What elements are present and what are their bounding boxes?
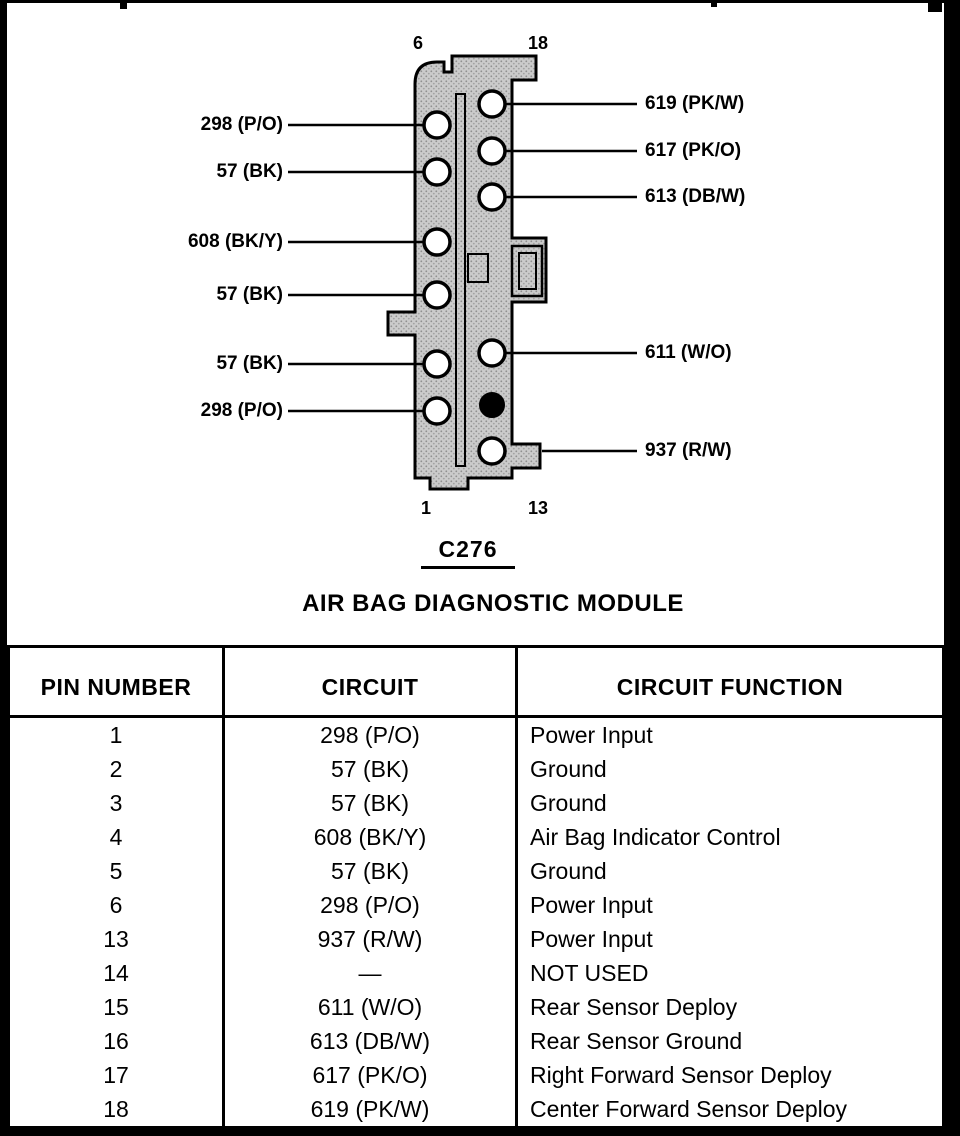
wire-label-pin15: 611 (W/O)	[645, 342, 732, 363]
cell-pin: 13	[9, 922, 224, 956]
pin-table-row	[9, 820, 944, 854]
cell-function: Ground	[517, 786, 944, 820]
cell-function: Power Input	[517, 717, 944, 753]
wire-label-pin13: 937 (R/W)	[645, 440, 732, 461]
scan-artifact	[928, 2, 942, 12]
cell-pin: 5	[9, 854, 224, 888]
cell-circuit: 617 (PK/O)	[224, 1058, 517, 1092]
cell-circuit: 613 (DB/W)	[224, 1024, 517, 1058]
pin-4	[424, 229, 450, 255]
connector-id-label: C276	[421, 536, 515, 569]
cell-circuit: 937 (R/W)	[224, 922, 517, 956]
pin-table-row	[9, 752, 944, 786]
cell-function: Rear Sensor Ground	[517, 1024, 944, 1058]
cell-pin: 3	[9, 786, 224, 820]
cell-pin: 16	[9, 1024, 224, 1058]
wire-label-pin2: 57 (BK)	[216, 353, 283, 374]
pin-table-row	[9, 1058, 944, 1092]
pin-13	[479, 438, 505, 464]
pin-table-row	[9, 956, 944, 990]
pin-5	[424, 159, 450, 185]
scan-border-left	[0, 0, 7, 1136]
pin-number-bottom-right: 13	[527, 498, 549, 518]
cell-function: NOT USED	[517, 956, 944, 990]
cell-function: Power Input	[517, 922, 944, 956]
pin-2	[424, 351, 450, 377]
pin-table-row	[9, 922, 944, 956]
pin-table-row	[9, 1024, 944, 1058]
cell-function: Air Bag Indicator Control	[517, 820, 944, 854]
cell-function: Ground	[517, 752, 944, 786]
cell-function: Center Forward Sensor Deploy	[517, 1092, 944, 1128]
cell-circuit: 611 (W/O)	[224, 990, 517, 1024]
cell-pin: 2	[9, 752, 224, 786]
wire-label-pin1: 298 (P/O)	[200, 400, 283, 421]
pin-table-row	[9, 1092, 944, 1128]
cell-pin: 14	[9, 956, 224, 990]
scan-artifact	[120, 0, 127, 9]
pin-17	[479, 138, 505, 164]
module-title: AIR BAG DIAGNOSTIC MODULE	[302, 590, 684, 617]
pin-table-row	[9, 888, 944, 922]
cell-circuit: 57 (BK)	[224, 854, 517, 888]
pin-15	[479, 340, 505, 366]
col-header-circuit-function: CIRCUIT FUNCTION	[517, 647, 944, 717]
cell-function: Rear Sensor Deploy	[517, 990, 944, 1024]
wire-label-pin6: 298 (P/O)	[200, 114, 283, 135]
pinout-table-section	[7, 645, 945, 1129]
pin-table-row	[9, 854, 944, 888]
pin-table-header-row	[9, 647, 944, 717]
wire-label-pin4: 608 (BK/Y)	[187, 231, 283, 252]
pin-16	[479, 184, 505, 210]
cell-circuit: —	[224, 956, 517, 990]
cell-circuit: 619 (PK/W)	[224, 1092, 517, 1128]
pin-1	[424, 398, 450, 424]
pin-18	[479, 91, 505, 117]
pin-number-top-left: 6	[412, 33, 423, 53]
col-header-circuit: CIRCUIT	[224, 647, 517, 717]
scan-artifact	[711, 0, 717, 7]
pin-table-row	[9, 786, 944, 820]
wire-label-pin18: 619 (PK/W)	[645, 93, 745, 114]
pin-table-row	[9, 990, 944, 1024]
pin-number-top-right: 18	[527, 33, 549, 53]
cell-function: Ground	[517, 854, 944, 888]
cell-function: Power Input	[517, 888, 944, 922]
cell-circuit: 298 (P/O)	[224, 888, 517, 922]
scan-border-top	[0, 0, 960, 3]
cell-pin: 1	[9, 717, 224, 753]
pin-number-bottom-left: 1	[420, 498, 431, 518]
scan-border-bottom	[0, 1126, 960, 1136]
cell-circuit: 608 (BK/Y)	[224, 820, 517, 854]
pin-14-not-used	[480, 393, 504, 417]
cell-pin: 18	[9, 1092, 224, 1128]
scan-border-right	[944, 0, 960, 1136]
cell-pin: 6	[9, 888, 224, 922]
cell-pin: 17	[9, 1058, 224, 1092]
cell-circuit: 57 (BK)	[224, 786, 517, 820]
wire-label-pin3: 57 (BK)	[216, 284, 283, 305]
pin-table	[7, 645, 945, 1129]
cell-function: Right Forward Sensor Deploy	[517, 1058, 944, 1092]
pin-3	[424, 282, 450, 308]
cell-pin: 15	[9, 990, 224, 1024]
pin-6	[424, 112, 450, 138]
col-header-pin-number: PIN NUMBER	[9, 647, 224, 717]
cell-circuit: 298 (P/O)	[224, 717, 517, 753]
wire-label-pin17: 617 (PK/O)	[645, 140, 742, 161]
wire-label-pin16: 613 (DB/W)	[645, 186, 746, 207]
wire-label-pin5: 57 (BK)	[216, 161, 283, 182]
pin-table-row	[9, 717, 944, 753]
cell-circuit: 57 (BK)	[224, 752, 517, 786]
cell-pin: 4	[9, 820, 224, 854]
